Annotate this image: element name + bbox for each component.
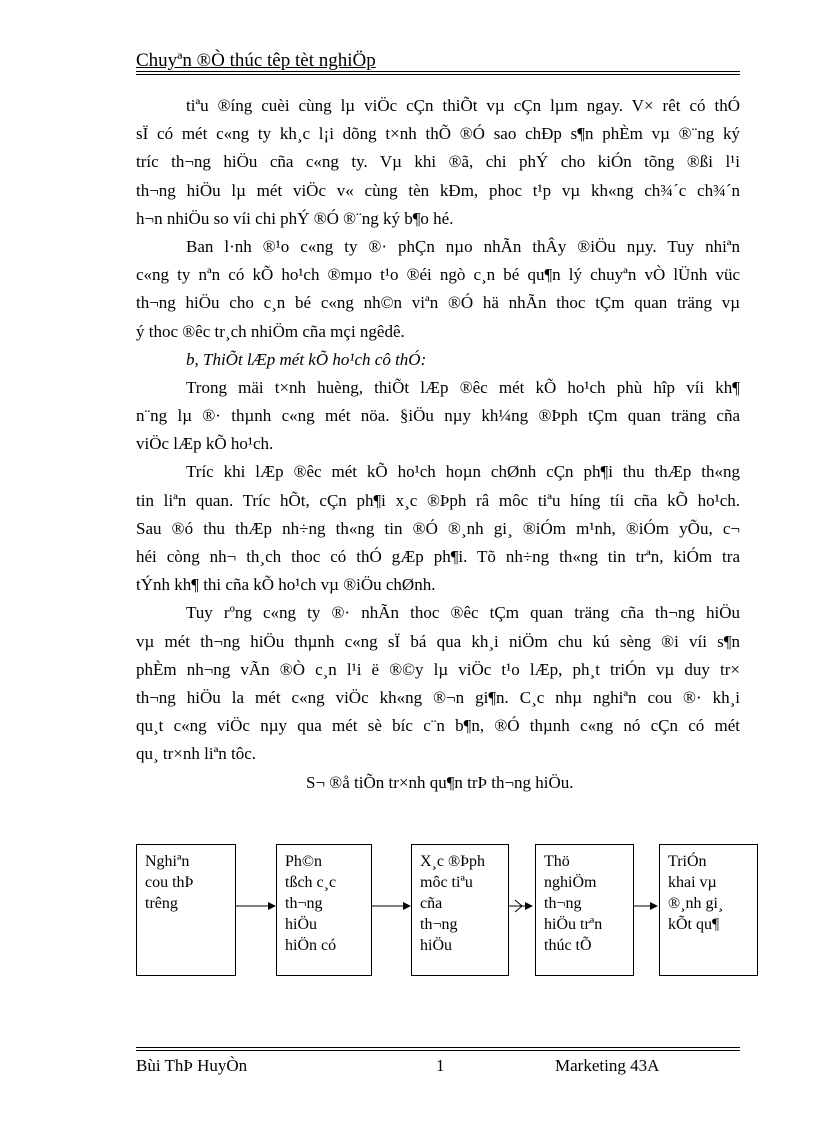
step-box-line: th¬ng (420, 916, 458, 933)
paragraph-line: tríc th¬ng hiÖu cña c«ng ty. Vµ khi ®ã, chi phÝ cho kiÓn tõng ®ßi l¹i (136, 152, 740, 172)
header-rule-1 (136, 71, 740, 72)
step-box-line: khai vµ (668, 874, 717, 891)
step-box-line: TriÓn (668, 853, 707, 870)
step-box-line: hiÖu trªn (544, 916, 603, 933)
footer-course: Marketing 43A (555, 1056, 660, 1075)
step-box-line: cña (420, 895, 443, 912)
paragraph-line: n¨ng lµ ®· thµnh c«ng mét nöa. §iÖu nµy kh¼ng ®Þph tÇm quan träng cña (136, 406, 740, 426)
paragraph-line: qu¸t c«ng viÖc nµy qua mét sè bíc c¨n b¶n, ®Ó thµnh c«ng nó cÇn có mét (136, 716, 740, 736)
paragraph-line: th¬ng hiÖu la mét c«ng viÖc kh«ng ®¬n gi¶n. C¸c nhµ nghiªn cou ®· kh¸i (136, 687, 740, 707)
header-rule-2 (136, 74, 740, 75)
step-box-line: trêng (145, 895, 178, 912)
paragraph-line: Sau ®ó thu thÆp nh÷ng th«ng tin ®Ó ®¸nh gi¸ ®iÓm m¹nh, ®iÓm yÕu, c¬ (136, 518, 740, 538)
step-box-testing (535, 844, 634, 976)
paragraph-line: héi còng nh¬ th¸ch thoc có thÓ gÆp ph¶i. Tõ nh÷ng th«ng tin trªn, kiÓm tra (136, 547, 740, 566)
step-box-line: hiÖu (285, 916, 317, 933)
step-box-research (136, 844, 236, 976)
paragraph-line: sÏ có mét c«ng ty kh¸c l¡i dõng t×nh thÕ ®Ó sao chÐp s¶n phÈm vµ ®¨ng ký (136, 124, 740, 144)
paragraph-line: Tuy rºng c«ng ty ®· nhÃn thoc ®êc tÇm quan träng cña th¬ng hiÖu (186, 603, 740, 623)
paragraph-line: c«ng ty nªn có kÕ ho¹ch ®mµo t¹o ®éi ngò c¸n bé qu¶n lý chuyªn vÒ lÜnh vüc (136, 265, 740, 285)
paragraph-line: th¬ng hiÖu lµ mét viÖc v« cùng tèn kÐm, phoc t¹p vµ kh«ng ch¾´c ch¾´n (136, 180, 740, 200)
document-title: Chuyªn ®Ò thúc têp tèt nghiÖp (136, 50, 376, 71)
paragraph-line: tiªu ®íng cuèi cùng lµ viÖc cÇn thiÕt vµ cÇn lµm ngay. V× rêt có thÓ (186, 96, 740, 115)
step-box-line: nghiÖm (544, 874, 597, 891)
step-box-line: kÕt qu¶ (668, 916, 720, 933)
paragraph-line: Trong mäi t×nh huèng, thiÕt lÆp ®êc mét kÕ ho¹ch phù hîp víi kh¶ (186, 377, 740, 397)
step-box-line: X¸c ®Þph (420, 853, 486, 870)
step-box-line: hiÖu (420, 937, 452, 954)
footer-author: Bùi ThÞ HuyÒn (136, 1056, 248, 1075)
body-text (136, 92, 740, 797)
step-box-analysis (276, 844, 372, 976)
footer-rule-1 (136, 1047, 740, 1048)
step-box-line: th¬ng (285, 895, 323, 912)
diagram-caption: S¬ ®å tiÕn tr×nh qu¶n trÞ th¬ng hiÖu. (306, 772, 574, 792)
step-box-deployment (659, 844, 758, 976)
step-box-objectives (411, 844, 509, 976)
step-box-line: cou thÞ (145, 874, 194, 891)
step-box-line: th¬ng (544, 895, 582, 912)
footer-page-number: 1 (436, 1056, 445, 1075)
paragraph-line: th¬ng hiÖu cho c¸n bé c«ng nh©n viªn ®Ó hä nhÃn thoc tÇm quan träng vµ (136, 293, 740, 313)
section-heading: b, ThiÕt lÆp mét kÕ ho¹ch cô thÓ: (186, 349, 427, 369)
paragraph-line: Ban l·nh ®¹o c«ng ty ®· phÇn nµo nhÃn thÂy ®iÖu nµy. Tuy nhiªn (186, 236, 740, 256)
step-box-line: tßch c¸c (285, 874, 337, 891)
paragraph-line: tin liªn quan. Tríc hÕt, cÇn ph¶i x¸c ®Þph râ môc tiªu híng tíi cña kÕ ho¹ch. (136, 490, 740, 510)
footer-rule-2 (136, 1050, 740, 1051)
paragraph-line: vµ mét th¬ng hiÖu thµnh c«ng sÏ bá qua kh¸i niÖm chu kú sèng ®i víi s¶n (136, 631, 740, 651)
step-box-line: ®¸nh gi¸ (668, 895, 724, 912)
paragraph-line: ý thoc ®êc tr¸ch nhiÖm cña mçi ngêdê. (136, 321, 405, 341)
paragraph-line: viÖc lÆp kÕ ho¹ch. (136, 434, 274, 454)
arrow-3-tick (515, 900, 522, 912)
step-box-line: thúc tÕ (544, 937, 592, 954)
paragraph-line: Tríc khi lÆp ®êc mét kÕ ho¹ch hoµn chØnh cÇn ph¶i thu thÆp th«ng (186, 462, 740, 482)
step-box-line: Nghiªn (145, 853, 190, 870)
paragraph-line: tÝnh kh¶ thi cña kÕ ho¹ch vµ ®iÖu chØnh. (136, 575, 436, 595)
step-box-line: môc tiªu (420, 874, 473, 891)
paragraph-line: phÈm nh¬ng vÃn ®Ò c¸n l¹i ë ®©y lµ viÖc t¹o lÆp, ph¸t triÓn vµ duy tr× (136, 659, 740, 679)
step-box-line: Ph©n (285, 853, 323, 870)
paragraph-line: h¬n nhiÖu so víi chi phÝ ®Ó ®¨ng ký b¶o hé. (136, 208, 454, 228)
paragraph-line: qu¸ tr×nh liªn tôc. (136, 744, 257, 764)
step-box-line: hiÖn có (285, 937, 337, 954)
step-box-line: Thö (544, 853, 570, 870)
